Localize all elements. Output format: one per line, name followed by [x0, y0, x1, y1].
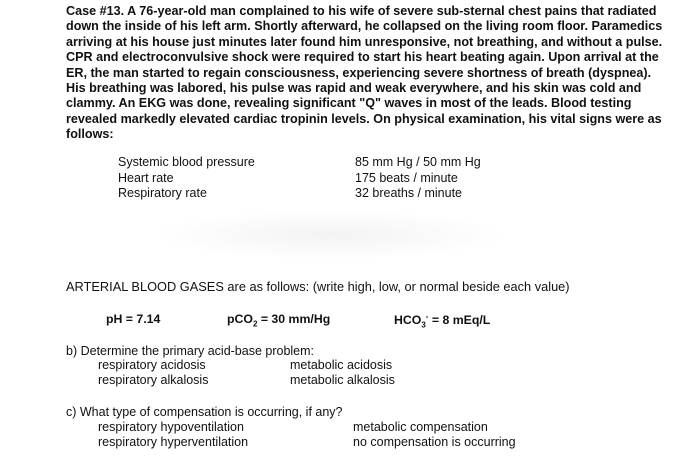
vital-label: Heart rate	[118, 170, 174, 185]
option-respiratory-hypoventilation: respiratory hypoventilation	[98, 420, 244, 434]
vital-label: Systemic blood pressure	[118, 155, 255, 169]
faint-scan-smudge	[150, 210, 510, 260]
vital-row-respiratory-rate	[118, 186, 481, 202]
pco2-suffix: = 30 mm/Hg	[257, 312, 331, 326]
vital-row-blood-pressure	[118, 155, 481, 171]
option-metabolic-acidosis: metabolic acidosis	[290, 358, 393, 372]
question-b-prompt: b) Determine the primary acid-base problem:	[66, 344, 315, 358]
vital-row-heart-rate	[118, 171, 481, 187]
case-description: Case #13. A 76-year-old man complained to his wife of severe sub-sternal chest pains that radiated down the inside of his left arm. Shortly afterward, he collapsed on the living room floor. Paramedics arriving at his house just minutes later found him unresponsive, not breathing, and without a pulse. CPR and electroconvulsive shock were required to start his heart beating again. Upon arrival at the ER, the man started to regain consciousness, experiencing severe shortness of breath (dyspnea). His breathing was labored, his pulse was rapid and weak everywhere, and his skin was cold and clammy. An EKG was done, revealing significant "Q" waves in most of the leads. Blood testing revealed markedly elevated cardiac tropinin levels. On physical examination, his vital signs were as follows:	[66, 4, 663, 142]
hco3-prefix: HCO	[394, 313, 422, 328]
pco2-subscript: 2	[252, 319, 258, 329]
hco3-value	[394, 312, 490, 330]
vital-value: 85 mm Hg / 50 mm Hg	[355, 155, 481, 169]
vital-value: 175 beats / minute	[355, 170, 458, 185]
pco2-prefix: pCO	[227, 312, 253, 326]
option-respiratory-acidosis: respiratory acidosis	[98, 358, 206, 372]
question-c-prompt: c) What type of compensation is occurring, if any?	[66, 405, 343, 419]
abg-header: ARTERIAL BLOOD GASES are as follows: (write high, low, or normal beside each value)	[66, 279, 570, 294]
option-respiratory-hyperventilation: respiratory hyperventilation	[98, 435, 249, 449]
option-metabolic-compensation: metabolic compensation	[353, 420, 488, 434]
hco3-suffix: = 8 mEq/L	[428, 313, 491, 328]
vital-signs-table	[118, 155, 481, 202]
hco3-subscript: 3	[421, 320, 426, 330]
ph-value: pH = 7.14	[106, 312, 161, 326]
option-respiratory-alkalosis: respiratory alkalosis	[98, 373, 209, 387]
vital-value: 32 breaths / minute	[355, 186, 463, 200]
option-no-compensation: no compensation is occurring	[353, 435, 516, 449]
pco2-value	[227, 312, 330, 328]
vital-label: Respiratory rate	[118, 186, 207, 200]
hco3-superscript: -	[425, 312, 429, 321]
option-metabolic-alkalosis: metabolic alkalosis	[290, 373, 395, 387]
